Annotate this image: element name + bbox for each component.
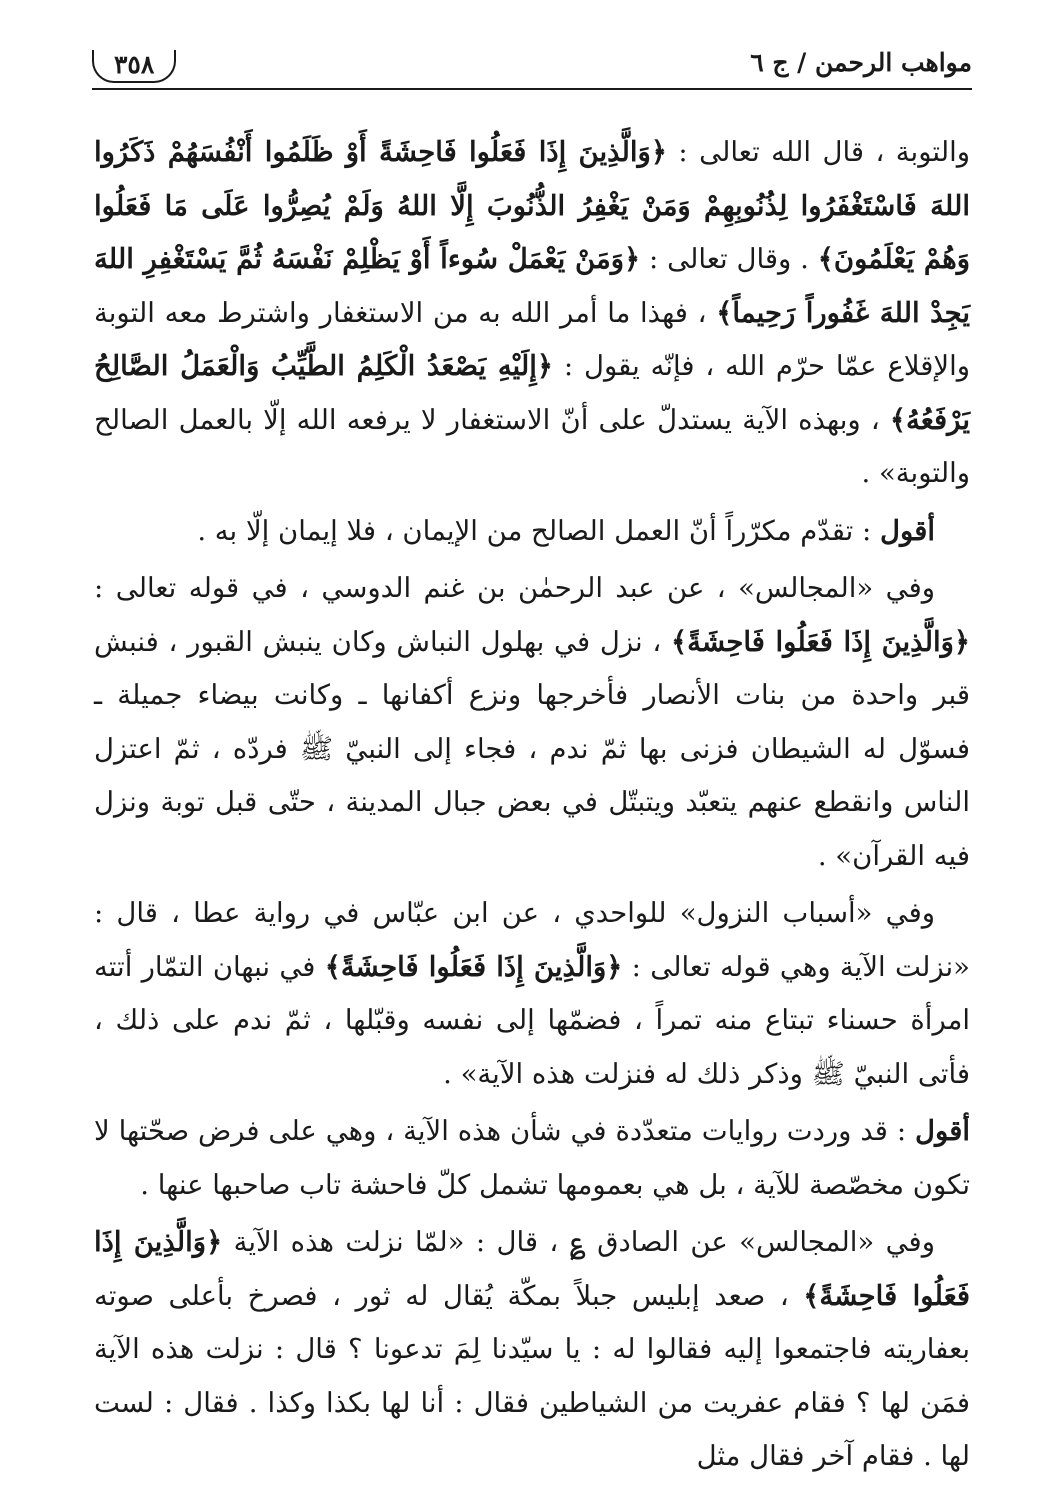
quran-verse: ﴿إِلَيْهِ يَصْعَدُ الْكَلِمُ الطَّيِّبُ وَالْعَمَلُ الصَّالِحُ يَرْفَعُهُ﴾ bbox=[94, 350, 970, 436]
text-run: والتوبة ، قال الله تعالى : bbox=[666, 136, 970, 168]
aqul-label: أقول bbox=[880, 514, 935, 547]
page-header bbox=[92, 38, 972, 98]
text-run: وفي «المجالس» ، عن عبد الرحمٰن بن غنم الدوسي ، في قوله تعالى : bbox=[94, 572, 935, 604]
text-run: في نبهان التمّار أتته امرأة حسناء تبتاع منه تمراً ، فضمّها إلى نفسه وقبّلها ، ثمّ ندم على ذلك ، فأتى النبيّ ﷺ وذكر ذلك له فنزلت هذه الآية» . bbox=[94, 950, 970, 1090]
text-run: : قد وردت روايات متعدّدة في شأن هذه الآية ، وهي على فرض صحّتها لا تكون مخصّصة للآية ، بل هي بعمومها تشمل كلّ فاحشة تاب صاحبها عنها . bbox=[94, 1115, 970, 1201]
paragraph bbox=[94, 887, 970, 1101]
paragraph bbox=[94, 505, 970, 559]
paragraph bbox=[94, 1105, 970, 1212]
header-rule bbox=[92, 88, 972, 90]
paragraph bbox=[94, 126, 970, 501]
text-run: ، صعد إبليس جبلاً بمكّة يُقال له ثور ، فصرخ بأعلى صوته بعفاريته فاجتمعوا إليه فقالوا له : يا سيّدنا لِمَ تدعونا ؟ قال : نزلت هذه الآية فمَن لها ؟ فقام عفريت من الشياطين فقال : أنا لها بكذا وكذا . فقال : لست لها . فقام آخر فقال مثل bbox=[94, 1279, 970, 1472]
paragraph bbox=[94, 1216, 970, 1484]
quran-verse: ﴿وَالَّذِينَ إِذَا فَعَلُوا فَاحِشَةً﴾ bbox=[324, 950, 623, 983]
text-run: وفي «أسباب النزول» للواحدي ، عن ابن عبّاس في رواية عطا ، قال : «نزلت الآية وهي قوله تعالى : bbox=[94, 897, 970, 983]
quran-verse: ﴿وَالَّذِينَ إِذَا فَعَلُوا فَاحِشَةً أَوْ ظَلَمُوا أَنْفُسَهُمْ ذَكَرُوا اللهَ فَاسْتَغْفَرُوا لِذُنُوبِهِمْ وَمَنْ يَغْفِرُ الذُّنُوبَ إِلَّا اللهُ وَلَمْ يُصِرُّوا عَلَى مَا فَعَلُوا وَهُمْ يَعْلَمُونَ﴾ bbox=[94, 136, 970, 275]
aqul-label: أقول bbox=[915, 1115, 970, 1147]
page-body bbox=[94, 126, 970, 1484]
page-number: ٣٥٨ bbox=[92, 50, 176, 83]
quran-verse: ﴿وَمَنْ يَعْمَلْ سُوءاً أَوْ يَظْلِمْ نَفْسَهُ ثُمَّ يَسْتَغْفِرِ اللهَ يَجِدْ اللهَ غَفُوراً رَحِيماً﴾ bbox=[94, 243, 970, 329]
text-run: وفي «المجالس» عن الصادق ؏ ، قال : «لمّا نزلت هذه الآية bbox=[222, 1226, 935, 1258]
text-run: : تقدّم مكرّراً أنّ العمل الصالح من الإيمان ، فلا إيمان إلّا به . bbox=[197, 514, 881, 547]
text-run: . وقال تعالى : bbox=[640, 243, 818, 275]
text-run: ، وبهذه الآية يستدلّ على أنّ الاستغفار لا يرفعه الله إلّا بالعمل الصالح والتوبة» . bbox=[94, 403, 970, 489]
quran-verse: ﴿وَالَّذِينَ إِذَا فَعَلُوا فَاحِشَةً﴾ bbox=[94, 1226, 970, 1312]
quran-verse: ﴿وَالَّذِينَ إِذَا فَعَلُوا فَاحِشَةً﴾ bbox=[671, 625, 970, 658]
text-run: ، فهذا ما أمر الله به من الاستغفار واشترط معه التوبة والإقلاع عمّا حرّم الله ، فإنّه يقول : bbox=[94, 296, 970, 382]
running-title: مواهب الرحمن / ج ٦ bbox=[750, 48, 972, 77]
paragraph bbox=[94, 562, 970, 883]
text-run: ، نزل في بهلول النباش وكان ينبش القبور ، فنبش قبر واحدة من بنات الأنصار فأخرجها ونزع أكفانها ـ وكانت بيضاء جميلة ـ فسوّل له الشيطان فزنى بها ثمّ ندم ، فجاء إلى النبيّ ﷺ فردّه ، ثمّ اعتزل الناس وانقطع عنهم يتعبّد ويتبتّل في بعض جبال المدينة ، حتّى قبل توبة ونزل فيه القرآن» . bbox=[94, 625, 970, 872]
